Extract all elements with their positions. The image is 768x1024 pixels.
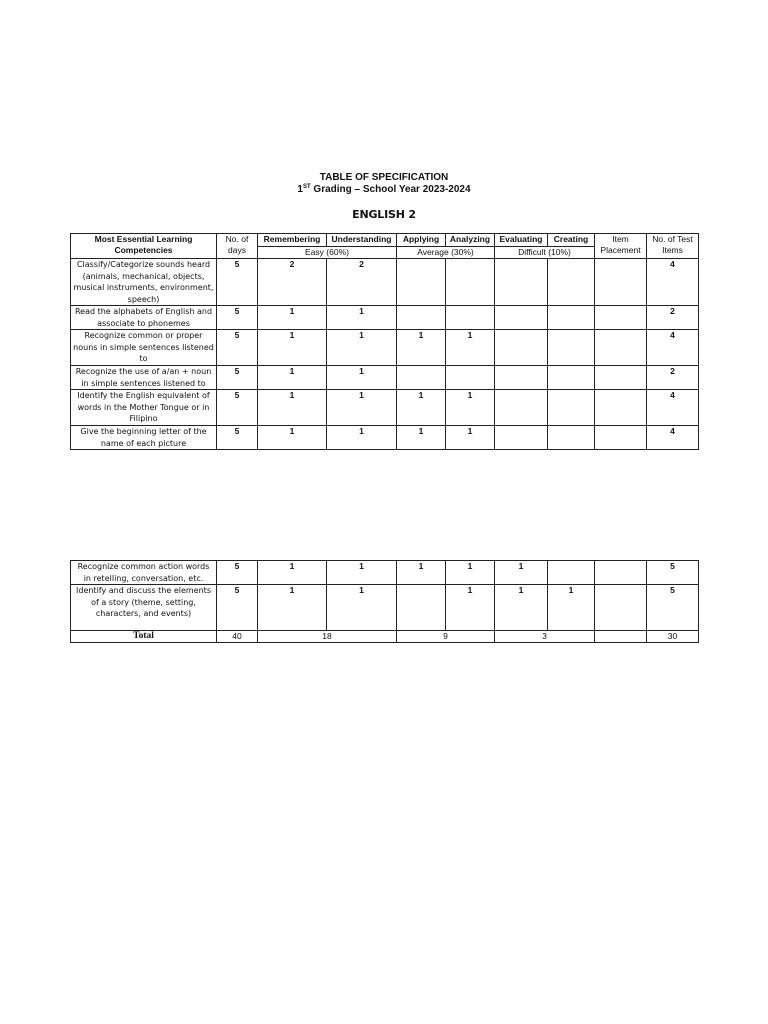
cell-applying: 1 <box>397 426 446 450</box>
cell-test-items: 5 <box>647 585 699 631</box>
grading-school-year: Grading – School Year 2023-2024 <box>310 184 471 195</box>
cell-applying <box>397 259 446 306</box>
cell-item-placement <box>595 390 647 426</box>
header-difficult: Difficult (10%) <box>495 247 595 259</box>
cell-days: 5 <box>217 306 258 330</box>
header-item-placement: Item Placement <box>595 234 647 259</box>
cell-test-items: 2 <box>647 366 699 390</box>
table-row <box>71 426 699 450</box>
table-body-continued <box>71 561 699 631</box>
cell-test-items: 4 <box>647 390 699 426</box>
cell-analyzing: 1 <box>446 561 495 585</box>
cell-item-placement <box>595 561 647 585</box>
cell-understanding: 2 <box>327 259 397 306</box>
cell-analyzing: 1 <box>446 330 495 366</box>
cell-competency: Read the alphabets of English and associate to phonemes <box>71 306 217 330</box>
table-row <box>71 390 699 426</box>
table-row <box>71 561 699 585</box>
cell-creating <box>548 426 595 450</box>
cell-item-placement <box>595 330 647 366</box>
specification-table-continued <box>70 560 699 643</box>
cell-remembering: 1 <box>258 366 327 390</box>
table-row <box>71 306 699 330</box>
cell-creating <box>548 330 595 366</box>
cell-understanding: 1 <box>327 426 397 450</box>
cell-remembering: 2 <box>258 259 327 306</box>
cell-competency: Recognize the use of a/an + noun in simple sentences listened to <box>71 366 217 390</box>
cell-evaluating <box>495 390 548 426</box>
cell-days: 5 <box>217 259 258 306</box>
cell-test-items: 4 <box>647 330 699 366</box>
cell-item-placement <box>595 366 647 390</box>
header-average: Average (30%) <box>397 247 495 259</box>
header-creating: Creating <box>548 234 595 247</box>
header-competencies: Most Essential Learning Competencies <box>71 234 217 259</box>
cell-creating <box>548 366 595 390</box>
grading-superscript: ST <box>302 184 311 190</box>
cell-remembering: 1 <box>258 306 327 330</box>
cell-evaluating <box>495 366 548 390</box>
cell-applying <box>397 585 446 631</box>
header-understanding: Understanding <box>327 234 397 247</box>
grading-period <box>0 184 768 195</box>
cell-days: 5 <box>217 585 258 631</box>
cell-item-placement <box>595 259 647 306</box>
cell-evaluating <box>495 330 548 366</box>
cell-item-placement <box>595 426 647 450</box>
specification-table <box>70 233 699 450</box>
cell-competency: Classify/Categorize sounds heard (animals, mechanical, objects, musical instruments, environment, speech) <box>71 259 217 306</box>
cell-remembering: 1 <box>258 390 327 426</box>
subject-title: ENGLISH 2 <box>352 208 416 221</box>
total-difficult: 3 <box>495 631 595 643</box>
table-row <box>71 259 699 306</box>
cell-applying <box>397 306 446 330</box>
cell-competency: Give the beginning letter of the name of each picture <box>71 426 217 450</box>
cell-test-items: 2 <box>647 306 699 330</box>
cell-creating <box>548 259 595 306</box>
cell-analyzing <box>446 366 495 390</box>
cell-competency: Identify and discuss the elements of a story (theme, setting, characters, and events) <box>71 585 217 631</box>
cell-analyzing: 1 <box>446 426 495 450</box>
cell-days: 5 <box>217 561 258 585</box>
cell-analyzing: 1 <box>446 585 495 631</box>
document-title: TABLE OF SPECIFICATION <box>319 172 449 183</box>
header-applying: Applying <box>397 234 446 247</box>
table-row <box>71 330 699 366</box>
cell-days: 5 <box>217 330 258 366</box>
header-days: No. of days <box>217 234 258 259</box>
total-label: Total <box>71 631 217 643</box>
table-row <box>71 585 699 631</box>
cell-item-placement <box>595 306 647 330</box>
cell-evaluating <box>495 426 548 450</box>
total-row <box>71 631 699 643</box>
cell-creating <box>548 390 595 426</box>
cell-analyzing <box>446 306 495 330</box>
cell-understanding: 1 <box>327 561 397 585</box>
cell-item-placement <box>595 585 647 631</box>
cell-remembering: 1 <box>258 561 327 585</box>
cell-applying: 1 <box>397 390 446 426</box>
cell-evaluating <box>495 259 548 306</box>
total-test-items: 30 <box>647 631 699 643</box>
cell-applying: 1 <box>397 561 446 585</box>
table-body <box>71 259 699 450</box>
header-test-items: No. of Test Items <box>647 234 699 259</box>
cell-test-items: 4 <box>647 426 699 450</box>
cell-understanding: 1 <box>327 330 397 366</box>
cell-days: 5 <box>217 426 258 450</box>
cell-evaluating: 1 <box>495 561 548 585</box>
cell-applying <box>397 366 446 390</box>
header-analyzing: Analyzing <box>446 234 495 247</box>
cell-understanding: 1 <box>327 585 397 631</box>
total-placement <box>595 631 647 643</box>
cell-applying: 1 <box>397 330 446 366</box>
cell-remembering: 1 <box>258 330 327 366</box>
cell-days: 5 <box>217 390 258 426</box>
cell-analyzing: 1 <box>446 390 495 426</box>
cell-competency: Recognize common or proper nouns in simple sentences listened to <box>71 330 217 366</box>
cell-competency: Recognize common action words in retelling, conversation, etc. <box>71 561 217 585</box>
cell-test-items: 5 <box>647 561 699 585</box>
header-row <box>71 234 699 247</box>
header-evaluating: Evaluating <box>495 234 548 247</box>
total-average: 9 <box>397 631 495 643</box>
header-easy: Easy (60%) <box>258 247 397 259</box>
cell-understanding: 1 <box>327 390 397 426</box>
cell-creating <box>548 306 595 330</box>
cell-days: 5 <box>217 366 258 390</box>
cell-analyzing <box>446 259 495 306</box>
cell-evaluating: 1 <box>495 585 548 631</box>
cell-remembering: 1 <box>258 426 327 450</box>
cell-test-items: 4 <box>647 259 699 306</box>
cell-remembering: 1 <box>258 585 327 631</box>
cell-competency: Identify the English equivalent of words in the Mother Tongue or in Filipino <box>71 390 217 426</box>
cell-creating <box>548 561 595 585</box>
total-days: 40 <box>217 631 258 643</box>
header-remembering: Remembering <box>258 234 327 247</box>
table-row <box>71 366 699 390</box>
grading-number: 1 <box>297 184 303 195</box>
cell-evaluating <box>495 306 548 330</box>
cell-creating: 1 <box>548 585 595 631</box>
cell-understanding: 1 <box>327 366 397 390</box>
total-easy: 18 <box>258 631 397 643</box>
cell-understanding: 1 <box>327 306 397 330</box>
